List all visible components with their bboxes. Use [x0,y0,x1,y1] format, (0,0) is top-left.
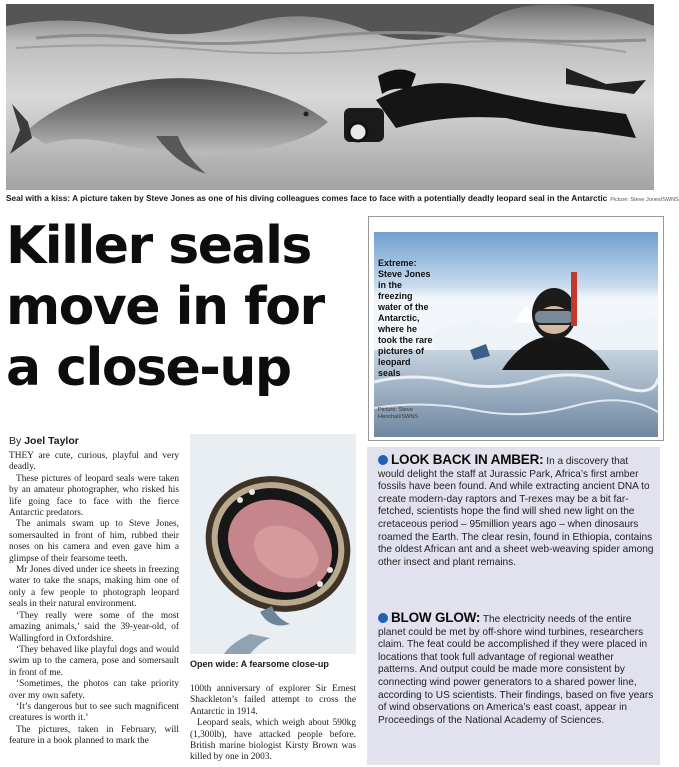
article-column-2 [190,684,356,766]
top-photo-caption [6,193,679,207]
top-photo-credit: Picture: Steve Jones/SWNS [610,197,679,203]
headline-line-2: move in for [6,277,324,337]
extreme-photo-caption: Extreme: Steve Jones in the freezing water of the Antarctic, where he took the rare pictures of leopard seals [378,258,433,378]
headline-line-3: a close-up [6,338,291,398]
article-paragraph: The pictures, taken in February, will feature in a book planned to mark the [9,724,179,747]
seal-closeup-photo [190,434,356,654]
brief-heading: BLOW GLOW: [391,610,481,625]
bullet-icon [378,613,388,623]
article-column-1 [9,451,179,767]
brief-text: The electricity needs of the entire planet could be met by off-shore wind turbines, researchers claim. The feat could be accomplished if they were placed in locations that took full advantage of regional weather patterns. And output could be made more consistent by connecting wind power generators to a shared power line, according to US scientists. Their findings, based on five years of wind observations on America’s east coast, appear in Proceedings of the National Academy of Sciences. [378,614,654,726]
bullet-icon [378,455,388,465]
article-paragraph: ‘They behaved like playful dogs and would swim up to the camera, pose and somersault in front of me. [9,644,179,678]
article-paragraph: These pictures of leopard seals were taken by an amateur photographer, who risked his life going face to face with the fierce Antarctic predators. [9,473,179,519]
article-paragraph: ‘It’s dangerous but to see such magnificent creatures is worth it.’ [9,701,179,724]
article-paragraph: ‘Sometimes, the photos can take priority over my own safety. [9,679,179,701]
article-paragraph: Leopard seals, which weigh about 590kg (1,300lb), have attacked people before. British marine biologist Kirsty Brown was killed by one in 2003. [190,718,356,763]
byline-prefix: By [9,435,22,447]
seal-photo-caption: Open wide: A fearsome close-up [190,659,329,669]
article-paragraph: THEY are cute, curious, playful and very deadly. [9,451,179,473]
extreme-photo-credit: Picture: Steve Henchall/SWNS [378,407,419,420]
headline-line-1: Killer seals [6,216,311,276]
brief-heading: LOOK BACK IN AMBER: [391,452,544,467]
headline [6,216,362,399]
article-paragraph: 100th anniversary of explorer Sir Ernest Shackleton’s failed attempt to cross the Antarctic in 1914. [190,684,356,717]
byline [9,435,79,447]
brief-wind [378,612,654,727]
diver-seal-illustration [6,4,654,190]
brief-text: In a discovery that would delight the staff at Jurassic Park, Africa’s first amber fossils have been found. And while extracting ancient DNA to create modern-day raptors and T-rexes may be a bit far-fetched, scientists hope the find will shed new light on the cretaceous period – 95million years ago – when dinosaurs roamed the Earth. The clear resin, found in Ethiopia, contains the oldest African ant and a sheet web-weaving spider among other insect and plant remains. [378,456,654,568]
article-paragraph: ‘They really were some of the most amazing animals,’ said the 39-year-old, of Wallingford in Oxfordshire. [9,610,179,644]
seal-mouth-illustration [190,434,356,654]
brief-amber [378,454,654,569]
article-paragraph: The animals swam up to Steve Jones, somersaulted in front of him, rubbed their noses on his camera and even gave him a glimpse of their fearsome teeth. [9,519,179,564]
article-paragraph: Mr Jones dived under ice sheets in freezing water to take the snaps, making him one of only a few people to photograph leopard seals in their natural environment. [9,565,179,610]
top-photo [6,4,654,190]
top-photo-caption-text: Seal with a kiss: A picture taken by Steve Jones as one of his diving colleagues comes face to face with a potentially deadly leopard seal in the Antarctic [6,193,608,203]
byline-author: Joel Taylor [24,435,79,447]
